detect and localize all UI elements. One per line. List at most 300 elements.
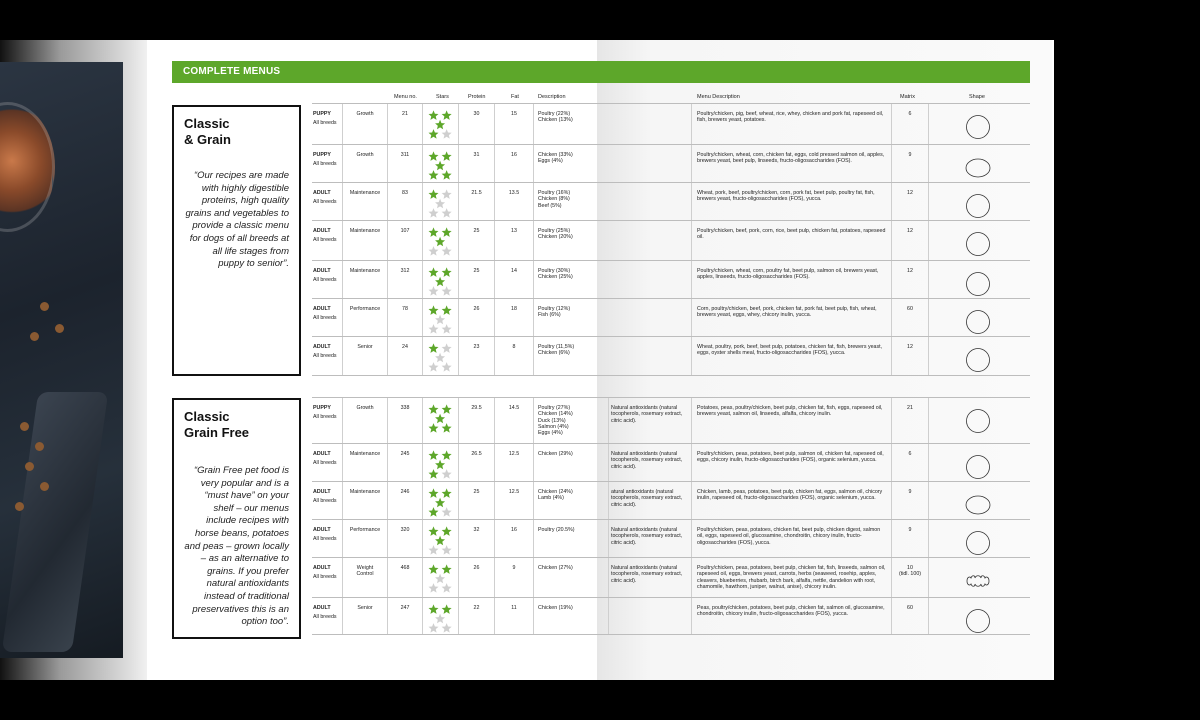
- star-filled-icon: [429, 110, 439, 119]
- breed-label: All breeds: [313, 536, 337, 542]
- column-divider: [891, 145, 892, 182]
- column-divider: [691, 558, 692, 597]
- star-filled-icon: [429, 129, 439, 138]
- star-empty-icon: [442, 246, 452, 255]
- breed-label: All breeds: [313, 574, 337, 580]
- column-divider: [494, 221, 495, 260]
- star-empty-icon: [435, 199, 445, 208]
- column-divider: [691, 145, 692, 182]
- fat-value: 8: [512, 344, 516, 350]
- star-filled-icon: [442, 110, 452, 119]
- menu-description: Chicken, lamb, peas, potatoes, beet pulp, chicken fat, eggs, salmon oil, chicory inulin, rapeseed oil, fructo-oligosaccharides (FOS), organic selenium, yucca.: [697, 489, 883, 502]
- column-divider: [891, 598, 892, 634]
- column-divider: [891, 444, 892, 481]
- star-rating: [426, 189, 456, 219]
- matrix-value: 9: [908, 152, 912, 158]
- ingredient-description: Chicken (29%): [538, 451, 573, 457]
- column-divider: [458, 482, 459, 519]
- column-divider: [387, 145, 388, 182]
- column-divider: [691, 221, 692, 260]
- circle-outline: [967, 410, 990, 433]
- star-rating: [426, 564, 456, 594]
- ingredient-description: Poultry (30%) Chicken (25%): [538, 268, 573, 281]
- column-divider: [928, 221, 929, 260]
- age-label: PUPPY: [313, 405, 331, 411]
- table-row: [312, 144, 1030, 182]
- oval-outline: [966, 496, 990, 514]
- protein-value: 26: [473, 306, 480, 312]
- ingredient-description: Poultry (27%) Chicken (14%) Duck (13%) Salmon (4%) Eggs (4%): [538, 405, 573, 437]
- menu-description: Poultry/chicken, peas, potatoes, chicken fat, beet pulp, chicken digest, salmon oil, eggs, rapeseed oil, glucosamine, chondroitin, chicory inulin, fructo-oligosaccharides (FOS), yucca.: [697, 527, 881, 546]
- life-stage: Performance: [349, 306, 381, 312]
- menu-description: Poultry/chicken, peas, potatoes, beet pulp, salmon oil, chicken fat, rapeseed oil, eggs, chicory inulin, fructo-oligosaccharides (FOS), organic selenium, yucca.: [697, 451, 884, 464]
- column-divider: [387, 520, 388, 557]
- column-divider: [533, 520, 534, 557]
- matrix-value: 21: [907, 405, 913, 411]
- column-divider: [494, 482, 495, 519]
- antioxidant-note: Natural antioxidants (natural tocopherols, rosemary extract, citric acid).: [611, 405, 683, 424]
- kibble-image: [35, 442, 44, 451]
- column-divider: [458, 558, 459, 597]
- life-stage: Maintenance: [349, 190, 381, 196]
- breed-label: All breeds: [313, 277, 337, 283]
- star-filled-icon: [429, 267, 439, 276]
- section-banner: COMPLETE MENUS: [172, 61, 1030, 83]
- fat-value: 12.5: [508, 489, 520, 495]
- star-filled-icon: [435, 237, 445, 246]
- star-empty-icon: [429, 623, 439, 632]
- column-divider: [387, 221, 388, 260]
- column-divider: [533, 558, 534, 597]
- fat-value: 15: [511, 111, 517, 117]
- star-filled-icon: [429, 423, 439, 432]
- ingredient-description: Poultry (16%) Chicken (8%) Beef (5%): [538, 190, 571, 209]
- column-divider: [387, 482, 388, 519]
- star-empty-icon: [442, 208, 452, 217]
- menu-number: 78: [402, 306, 408, 312]
- column-divider: [608, 558, 609, 597]
- column-divider: [533, 221, 534, 260]
- life-stage: Senior: [357, 344, 373, 350]
- protein-value: 26.5: [471, 451, 482, 457]
- life-stage: Weight Control: [356, 565, 374, 578]
- star-empty-icon: [429, 362, 439, 371]
- age-label: ADULT: [313, 489, 331, 495]
- menu-number: 21: [402, 111, 408, 117]
- column-divider: [691, 261, 692, 298]
- column-divider: [342, 104, 343, 144]
- menu-description: Poultry/chicken, pig, beef, wheat, rice, whey, chicken and pork fat, rapeseed oil, fish, brewers yeast, potatoes.: [697, 111, 884, 124]
- bowl-image: [0, 102, 55, 232]
- column-divider: [691, 299, 692, 336]
- matrix-value: 9: [908, 489, 912, 495]
- matrix-value: 60: [907, 605, 913, 611]
- table-row: [312, 481, 1030, 519]
- life-stage: Senior: [357, 605, 373, 611]
- section-box-classic-grain-free: [172, 398, 301, 639]
- age-label: PUPPY: [313, 111, 331, 117]
- circle-shape-icon: [965, 309, 991, 335]
- age-label: PUPPY: [313, 152, 331, 158]
- column-divider: [422, 598, 423, 634]
- column-divider: [458, 444, 459, 481]
- column-divider: [891, 482, 892, 519]
- protein-value: 25: [473, 268, 480, 274]
- matrix-value: 10 (tidl. 100): [898, 565, 922, 578]
- star-filled-icon: [429, 343, 439, 352]
- column-divider: [458, 221, 459, 260]
- column-divider: [608, 444, 609, 481]
- menu-number: 246: [400, 489, 410, 495]
- star-filled-icon: [442, 526, 452, 535]
- circle-outline: [967, 349, 990, 372]
- antioxidant-note: Natural antioxidants (natural tocopherols, rosemary extract, citric acid).: [611, 565, 683, 584]
- circle-shape-icon: [965, 408, 991, 434]
- fat-value: 18: [511, 306, 517, 312]
- star-empty-icon: [442, 286, 452, 295]
- circle-outline: [967, 233, 990, 256]
- column-divider: [928, 398, 929, 443]
- col-head-matrix: Matrix: [900, 94, 915, 100]
- column-divider: [422, 398, 423, 443]
- kibble-image: [25, 462, 34, 471]
- column-divider: [422, 299, 423, 336]
- breed-label: All breeds: [313, 353, 337, 359]
- bone-shape-icon: [965, 568, 991, 594]
- column-divider: [891, 299, 892, 336]
- column-divider: [458, 261, 459, 298]
- slate-image: [2, 392, 109, 652]
- column-divider: [928, 337, 929, 375]
- menu-number: 83: [402, 190, 408, 196]
- col-head-fat: Fat: [511, 94, 519, 100]
- star-empty-icon: [442, 362, 452, 371]
- column-divider: [533, 598, 534, 634]
- table-row: [312, 182, 1030, 220]
- menu-description: Corn, poultry/chicken, beef, pork, chicken fat, pork fat, beet pulp, fish, wheat, brewers yeast, eggs, whey, chicory inulin, yucca.: [697, 306, 877, 319]
- column-divider: [494, 104, 495, 144]
- star-rating: [426, 267, 456, 297]
- breed-label: All breeds: [313, 120, 337, 126]
- star-empty-icon: [442, 583, 452, 592]
- breed-label: All breeds: [313, 460, 337, 466]
- column-divider: [533, 444, 534, 481]
- star-filled-icon: [429, 564, 439, 573]
- column-divider: [533, 482, 534, 519]
- column-divider: [342, 183, 343, 220]
- column-divider: [494, 299, 495, 336]
- menu-number: 320: [400, 527, 410, 533]
- ingredient-description: Poultry (12%) Fish (6%): [538, 306, 571, 319]
- ingredient-description: Poultry (22%) Chicken (13%): [538, 111, 573, 124]
- column-divider: [422, 558, 423, 597]
- column-divider: [387, 444, 388, 481]
- protein-value: 29.5: [471, 405, 482, 411]
- star-filled-icon: [429, 604, 439, 613]
- kibble-image: [30, 332, 39, 341]
- circle-outline: [967, 195, 990, 218]
- breed-label: All breeds: [313, 161, 337, 167]
- col-head-stars: Stars: [436, 94, 449, 100]
- star-empty-icon: [429, 286, 439, 295]
- star-filled-icon: [442, 423, 452, 432]
- star-empty-icon: [429, 583, 439, 592]
- circle-outline: [967, 610, 990, 633]
- age-label: ADULT: [313, 605, 331, 611]
- column-divider: [422, 482, 423, 519]
- star-rating: [426, 450, 456, 480]
- col-head-menu-no: Menu no.: [394, 94, 417, 100]
- menu-description: Poultry/chicken, peas, potatoes, beet pulp, chicken fat, fish, linseeds, salmon oil, rapeseed oil, eggs, brewers yeast, carrots, herbs (seaweed, rosehip, apples, cleavers, blueberries, rhubarb, birch bark, alfalfa, nettle, dandelion with root, chamomile, hawthorn, juniper, walnut, anise), chicory inulin.: [697, 565, 886, 590]
- column-divider: [422, 104, 423, 144]
- kibble-image: [40, 482, 49, 491]
- star-filled-icon: [435, 161, 445, 170]
- column-divider: [387, 299, 388, 336]
- star-filled-icon: [429, 151, 439, 160]
- star-empty-icon: [442, 469, 452, 478]
- column-divider: [691, 398, 692, 443]
- menu-number: 311: [400, 152, 410, 158]
- column-divider: [891, 337, 892, 375]
- column-divider: [691, 337, 692, 375]
- column-divider: [533, 398, 534, 443]
- star-empty-icon: [435, 614, 445, 623]
- protein-value: 22: [473, 605, 480, 611]
- column-divider: [387, 337, 388, 375]
- menu-number: 312: [400, 268, 410, 274]
- star-filled-icon: [442, 227, 452, 236]
- table-row: [312, 397, 1030, 443]
- section-quote: “Our recipes are made with highly digestible proteins, high quality grains and vegetables to provide a classic menu for dogs of all breeds at all life stages from puppy to senior”.: [185, 170, 289, 270]
- circle-shape-icon: [965, 530, 991, 556]
- circle-shape-icon: [965, 271, 991, 297]
- column-divider: [494, 520, 495, 557]
- col-head-menu-description: Menu Description: [697, 94, 740, 100]
- matrix-value: 6: [908, 111, 912, 117]
- circle-outline: [967, 456, 990, 479]
- column-divider: [458, 299, 459, 336]
- star-empty-icon: [435, 353, 445, 362]
- column-divider: [928, 183, 929, 220]
- table-row: [312, 557, 1030, 597]
- table-row: [312, 336, 1030, 376]
- circle-shape-icon: [965, 347, 991, 373]
- menu-description: Poultry/chicken, wheat, corn, poultry fat, beet pulp, salmon oil, brewers yeast, apples, linseeds, fructo-oligosaccharides (FOS).: [697, 268, 879, 281]
- ingredient-description: Chicken (27%): [538, 565, 573, 571]
- column-divider: [342, 261, 343, 298]
- column-divider: [691, 520, 692, 557]
- section-title: Classic Grain Free: [184, 409, 250, 440]
- star-rating: [426, 488, 456, 518]
- star-filled-icon: [442, 305, 452, 314]
- column-divider: [691, 444, 692, 481]
- fat-value: 12.5: [508, 451, 520, 457]
- matrix-value: 12: [907, 228, 913, 234]
- star-rating: [426, 305, 456, 335]
- column-divider: [422, 261, 423, 298]
- star-empty-icon: [442, 343, 452, 352]
- column-divider: [928, 261, 929, 298]
- star-filled-icon: [442, 170, 452, 179]
- menu-description: Potatoes, peas, poultry/chicken, beet pulp, chicken fat, fish, eggs, rapeseed oil, brewers yeast, salmon oil, linseeds, alfalfa, chicory inulin.: [697, 405, 883, 418]
- oval-outline: [966, 159, 990, 177]
- circle-shape-icon: [965, 608, 991, 634]
- star-filled-icon: [435, 536, 445, 545]
- menu-number: 245: [400, 451, 410, 457]
- life-stage: Growth: [356, 152, 374, 158]
- life-stage: Growth: [356, 111, 374, 117]
- column-divider: [387, 261, 388, 298]
- column-divider: [494, 558, 495, 597]
- protein-value: 31: [473, 152, 480, 158]
- column-divider: [608, 598, 609, 634]
- star-filled-icon: [435, 498, 445, 507]
- age-label: ADULT: [313, 527, 331, 533]
- star-filled-icon: [429, 170, 439, 179]
- star-filled-icon: [442, 604, 452, 613]
- fat-value: 13.5: [508, 190, 520, 196]
- column-divider: [691, 482, 692, 519]
- column-divider: [928, 558, 929, 597]
- column-divider: [342, 221, 343, 260]
- matrix-value: 12: [907, 344, 913, 350]
- fat-value: 14.5: [508, 405, 520, 411]
- fat-value: 9: [512, 565, 516, 571]
- ingredient-description: Poultry (20.5%): [538, 527, 575, 533]
- star-filled-icon: [429, 227, 439, 236]
- column-divider: [422, 145, 423, 182]
- col-head-description: Description: [538, 94, 566, 100]
- column-divider: [533, 183, 534, 220]
- column-divider: [533, 104, 534, 144]
- ingredient-description: Poultry (11,5%) Chicken (6%): [538, 344, 575, 357]
- section-quote: “Grain Free pet food is very popular and is a “must have” on your shelf – our menus include recipes with horse beans, potatoes and peas – grown locally – as an alternative to grains. If you prefer natural antioxidants instead of traditional preservatives this is an option too”.: [184, 465, 289, 628]
- star-empty-icon: [429, 545, 439, 554]
- column-divider: [422, 221, 423, 260]
- fat-value: 16: [511, 527, 517, 533]
- menu-description: Poultry/chicken, beef, pork, corn, rice, beet pulp, chicken fat, potatoes, rapeseed oil.: [697, 228, 886, 241]
- breed-label: All breeds: [313, 237, 337, 243]
- column-divider: [608, 520, 609, 557]
- food-photo: [0, 62, 123, 658]
- kibble-image: [20, 422, 29, 431]
- star-filled-icon: [435, 120, 445, 129]
- section-box-classic-grain: [172, 105, 301, 376]
- circle-outline: [967, 532, 990, 555]
- column-divider: [928, 520, 929, 557]
- life-stage: Maintenance: [349, 489, 381, 495]
- matrix-value: 12: [907, 268, 913, 274]
- menu-number: 107: [400, 228, 410, 234]
- column-divider: [458, 337, 459, 375]
- column-divider: [494, 598, 495, 634]
- antioxidant-note: atural antioxidants (natural tocopherols, rosemary extract, citric acid).: [611, 489, 683, 508]
- protein-value: 30: [473, 111, 480, 117]
- life-stage: Maintenance: [349, 451, 381, 457]
- column-divider: [342, 520, 343, 557]
- catalog-spread: [147, 40, 1054, 680]
- column-divider: [342, 444, 343, 481]
- star-filled-icon: [435, 277, 445, 286]
- menu-number: 24: [402, 344, 408, 350]
- circle-shape-icon: [965, 193, 991, 219]
- star-empty-icon: [442, 623, 452, 632]
- protein-value: 32: [473, 527, 480, 533]
- life-stage: Maintenance: [349, 268, 381, 274]
- star-empty-icon: [435, 574, 445, 583]
- age-label: ADULT: [313, 344, 331, 350]
- menu-description: Poultry/chicken, wheat, corn, chicken fat, eggs, cold pressed salmon oil, apples, brewers yeast, beet pulp, linseeds, fructo-oligosaccharides (FOS).: [697, 152, 885, 165]
- column-divider: [494, 337, 495, 375]
- breed-label: All breeds: [313, 414, 337, 420]
- column-divider: [691, 598, 692, 634]
- star-rating: [426, 227, 456, 257]
- star-filled-icon: [429, 526, 439, 535]
- column-divider: [494, 183, 495, 220]
- star-empty-icon: [442, 324, 452, 333]
- column-divider: [891, 183, 892, 220]
- kibble-image: [15, 502, 24, 511]
- column-divider: [342, 482, 343, 519]
- star-empty-icon: [429, 246, 439, 255]
- column-divider: [342, 337, 343, 375]
- menu-number: 468: [400, 565, 410, 571]
- protein-value: 23: [473, 344, 480, 350]
- star-empty-icon: [442, 507, 452, 516]
- circle-shape-icon: [965, 231, 991, 257]
- star-filled-icon: [429, 450, 439, 459]
- star-filled-icon: [435, 414, 445, 423]
- star-filled-icon: [429, 469, 439, 478]
- column-divider: [608, 398, 609, 443]
- menu-number: 338: [400, 405, 410, 411]
- star-filled-icon: [442, 267, 452, 276]
- ingredient-description: Chicken (24%) Lamb (4%): [538, 489, 573, 502]
- star-filled-icon: [435, 460, 445, 469]
- table-row: [312, 220, 1030, 260]
- breed-label: All breeds: [313, 315, 337, 321]
- star-filled-icon: [429, 189, 439, 198]
- column-divider: [928, 598, 929, 634]
- col-head-protein: Protein: [468, 94, 486, 100]
- circle-shape-icon: [965, 114, 991, 140]
- star-empty-icon: [435, 315, 445, 324]
- protein-value: 26: [473, 565, 480, 571]
- matrix-value: 9: [908, 527, 912, 533]
- ingredient-description: Chicken (19%): [538, 605, 573, 611]
- star-rating: [426, 604, 456, 634]
- antioxidant-note: Natural antioxidants (natural tocopherols, rosemary extract, citric acid).: [611, 451, 683, 470]
- table-row: [312, 519, 1030, 557]
- star-empty-icon: [442, 129, 452, 138]
- fat-value: 13: [511, 228, 517, 234]
- table-row: [312, 597, 1030, 635]
- star-filled-icon: [429, 507, 439, 516]
- ingredient-description: Poultry (25%) Chicken (20%): [538, 228, 573, 241]
- life-stage: Growth: [356, 405, 374, 411]
- column-divider: [458, 598, 459, 634]
- column-divider: [533, 337, 534, 375]
- menu-description: Peas, poultry/chicken, potatoes, beet pulp, chicken fat, salmon oil, glucosamine, chondroitin, chicory inulin, fructo-oligosaccharides (FOS), yucca.: [697, 605, 885, 618]
- protein-value: 25: [473, 228, 480, 234]
- kibble-image: [55, 324, 64, 333]
- ingredient-description: Chicken (33%) Eggs (4%): [538, 152, 573, 165]
- breed-label: All breeds: [313, 199, 337, 205]
- star-empty-icon: [429, 324, 439, 333]
- age-label: ADULT: [313, 565, 331, 571]
- breed-label: All breeds: [313, 614, 337, 620]
- column-divider: [928, 299, 929, 336]
